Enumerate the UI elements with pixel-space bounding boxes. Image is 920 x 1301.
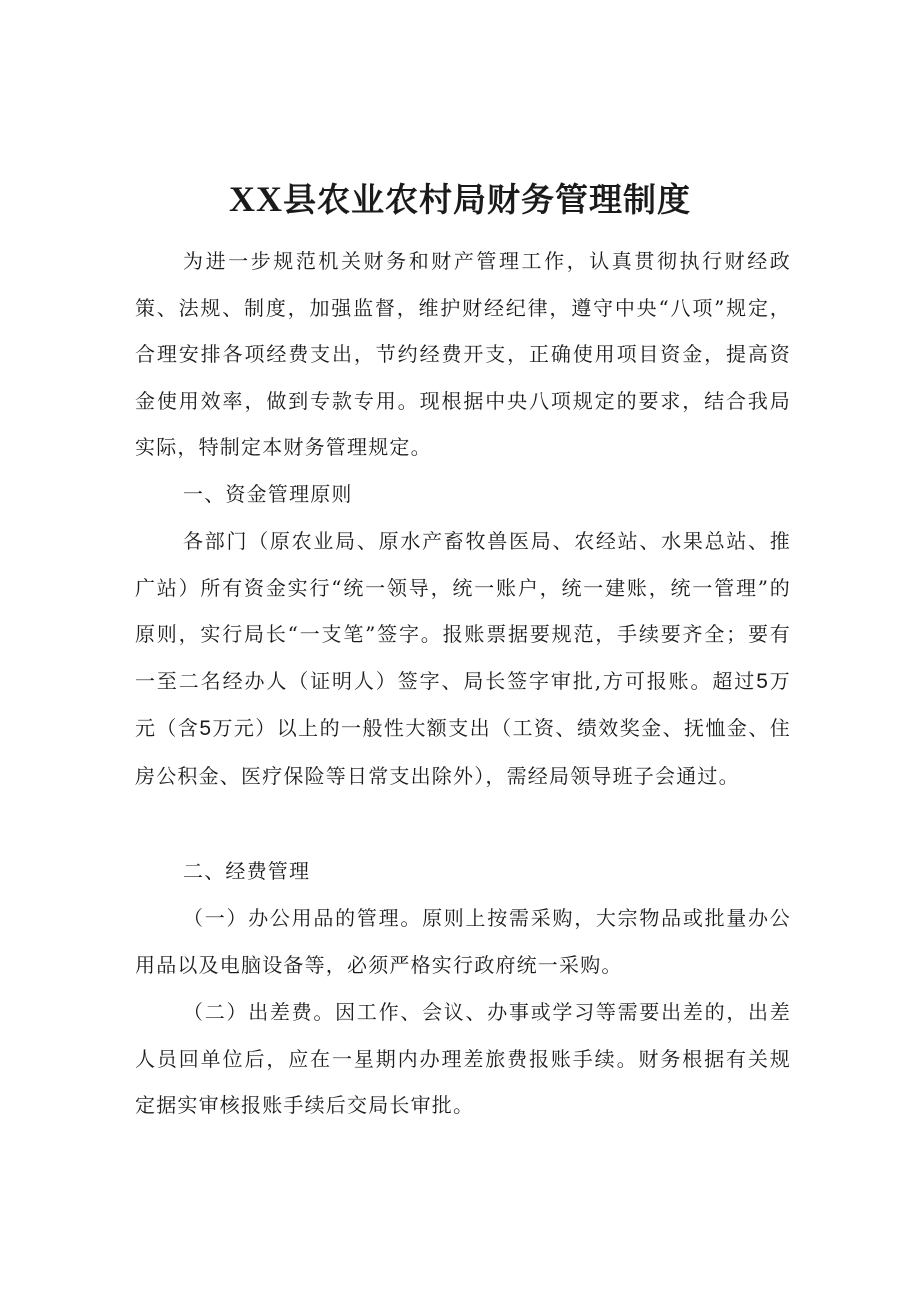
title-prefix: XX [229, 179, 283, 219]
section2-item1: （一）办公用品的管理。原则上按需采购，大宗物品或批量办公用品以及电脑设备等，必须严格实行政府统一采购。 [135, 906, 791, 977]
document-title [0, 176, 920, 223]
section1-amount-1: 5 [756, 669, 770, 693]
section1-text-b: 万元（含 [135, 668, 791, 740]
section1-text-a: 各部门（原农业局、原水产畜牧兽医局、农经站、水果总站、推广站）所有资金实行“统一领导，统一账户，统一建账，统一管理”的原则，实行局长“一支笔”签字。报账票据要规范，手续要齐全；要有一至二名经办人（证明人）签字、局长签字审批,方可报账。超过 [135, 529, 791, 693]
section1-text-c: 万元）以上的一般性大额支出（工资、绩效奖金、抚恤金、住房公积金、医疗保险等日常支出除外），需经局领导班子会通过。 [135, 716, 791, 788]
intro-paragraph: 为进一步规范机关财务和财产管理工作，认真贯彻执行财经政策、法规、制度，加强监督，维护财经纪律，遵守中央“八项”规定，合理安排各项经费支出，节约经费开支，正确使用项目资金，提高资金使用效率，做到专款专用。现根据中央八项规定的要求，结合我局实际，特制定本财务管理规定。 [135, 249, 791, 459]
title-main: 县农业农村局财务管理制度 [283, 180, 691, 219]
section2-heading: 二、经费管理 [183, 859, 311, 883]
section1-paragraph [135, 518, 791, 799]
section2-item2: （二）出差费。因工作、会议、办事或学习等需要出差的，出差人员回单位后，应在一星期内办理差旅费报账手续。财务根据有关规定据实审核报账手续后交局长审批。 [135, 1000, 791, 1117]
section1-heading: 一、资金管理原则 [183, 482, 353, 506]
section1-amount-2: 5 [199, 717, 213, 740]
